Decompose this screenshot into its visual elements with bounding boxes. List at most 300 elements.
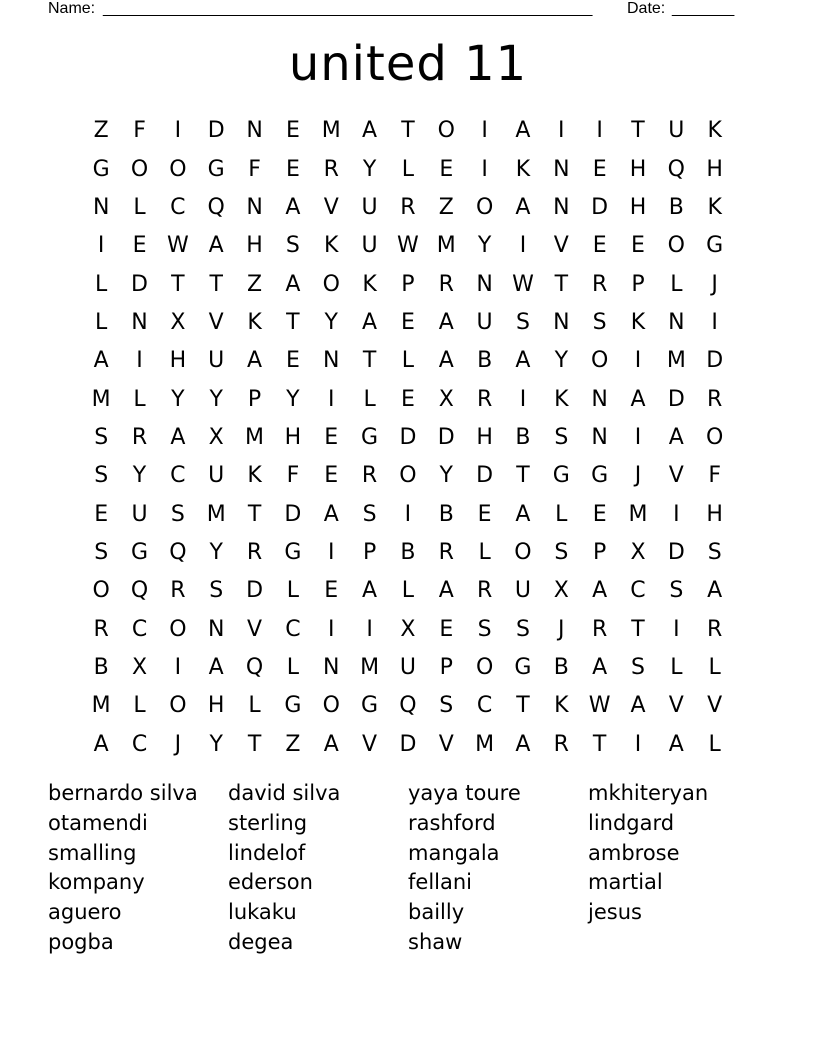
grid-letter: R xyxy=(323,156,339,182)
grid-letter: R xyxy=(476,386,493,412)
grid-letter: N xyxy=(668,309,685,335)
grid-letter: X xyxy=(630,539,646,565)
word-bank-item: jesus xyxy=(588,900,642,925)
grid-letter: H xyxy=(706,156,723,182)
grid-letter: I xyxy=(97,233,105,259)
grid-letter: T xyxy=(247,501,262,527)
grid-letter: S xyxy=(94,424,109,450)
grid-letter: L xyxy=(708,654,721,680)
grid-letter: Y xyxy=(324,309,338,335)
grid-letter: O xyxy=(706,424,724,450)
grid-letter: M xyxy=(206,501,226,527)
grid-letter: S xyxy=(669,578,684,604)
grid-letter: O xyxy=(399,463,417,489)
grid-letter: K xyxy=(707,194,722,220)
grid-letter: H xyxy=(207,693,225,719)
grid-letter: G xyxy=(514,654,532,680)
grid-letter: S xyxy=(209,578,224,604)
grid-letter: E xyxy=(439,616,454,642)
grid-letter: O xyxy=(437,118,455,144)
grid-letter: J xyxy=(558,616,565,642)
grid-letter: V xyxy=(208,309,224,335)
grid-letter: F xyxy=(248,156,261,182)
word-bank-item: mangala xyxy=(408,840,500,865)
grid-letter: C xyxy=(630,578,646,604)
grid-letter: E xyxy=(592,156,607,182)
grid-letter: D xyxy=(399,731,417,757)
grid-letter: N xyxy=(553,156,570,182)
grid-letter: T xyxy=(401,118,415,144)
grid-letter: A xyxy=(515,348,531,374)
grid-letter: D xyxy=(706,348,724,374)
grid-letter: I xyxy=(634,731,642,757)
grid-letter: A xyxy=(208,233,224,259)
grid-letter: J xyxy=(634,463,642,489)
grid-letter: E xyxy=(439,156,454,182)
grid-letter: I xyxy=(558,118,565,144)
grid-letter: L xyxy=(133,693,146,719)
word-bank-item: aguero xyxy=(48,900,122,925)
grid-letter: U xyxy=(514,578,531,604)
grid-letter: M xyxy=(91,693,111,719)
grid-letter: L xyxy=(133,194,146,220)
word-bank-item: ambrose xyxy=(588,840,680,865)
grid-letter: L xyxy=(401,348,415,374)
grid-letter: G xyxy=(130,539,149,565)
grid-letter: A xyxy=(630,693,646,719)
grid-letter: N xyxy=(553,309,570,335)
grid-letter: X xyxy=(208,424,224,450)
grid-letter: U xyxy=(361,194,378,220)
word-bank-item: lukaku xyxy=(228,900,297,925)
grid-letter: R xyxy=(131,424,148,450)
grid-letter: A xyxy=(438,348,454,374)
grid-letter: D xyxy=(591,194,609,220)
grid-letter: U xyxy=(208,463,225,489)
grid-letter: H xyxy=(476,424,493,450)
grid-letter: M xyxy=(245,424,265,450)
grid-letter: Y xyxy=(477,233,492,259)
grid-letter: N xyxy=(323,348,340,374)
grid-letter: R xyxy=(438,271,454,297)
grid-letter: M xyxy=(666,348,686,374)
grid-letter: B xyxy=(93,654,109,680)
grid-letter: A xyxy=(438,578,454,604)
grid-letter: U xyxy=(399,654,416,680)
grid-letter: L xyxy=(670,654,683,680)
grid-letter: T xyxy=(631,616,645,642)
grid-letter: G xyxy=(361,424,379,450)
grid-letter: X xyxy=(400,616,416,642)
grid-letter: F xyxy=(286,463,300,489)
grid-letter: X xyxy=(553,578,569,604)
word-bank-item: fellani xyxy=(408,870,472,895)
grid-letter: Z xyxy=(247,271,263,297)
grid-letter: N xyxy=(591,424,608,450)
grid-letter: B xyxy=(477,348,493,374)
grid-letter: Y xyxy=(286,386,300,412)
grid-letter: K xyxy=(247,463,262,489)
grid-letter: D xyxy=(437,424,455,450)
grid-letter: L xyxy=(95,309,108,335)
grid-letter: Y xyxy=(209,539,223,565)
grid-letter: M xyxy=(91,386,111,412)
grid-letter: N xyxy=(476,271,493,297)
grid-letter: R xyxy=(707,616,723,642)
grid-letter: J xyxy=(174,731,182,757)
grid-letter: L xyxy=(401,578,415,604)
grid-letter: M xyxy=(360,654,380,680)
word-bank-item: yaya toure xyxy=(408,781,521,805)
grid-letter: W xyxy=(166,233,189,259)
grid-letter: V xyxy=(668,463,684,489)
grid-letter: K xyxy=(630,309,646,335)
name-blank-line: _______________________________________________________ xyxy=(103,0,593,17)
grid-letter: G xyxy=(591,463,609,489)
grid-letter: N xyxy=(246,194,263,220)
word-bank-item: shaw xyxy=(408,929,463,954)
grid-letter: G xyxy=(92,156,110,182)
grid-letter: K xyxy=(362,271,377,297)
grid-letter: R xyxy=(246,539,263,565)
grid-letter: O xyxy=(667,233,685,259)
grid-letter: S xyxy=(515,616,530,642)
grid-letter: A xyxy=(285,271,301,297)
date-blank-line: _______ xyxy=(672,0,735,17)
grid-letter: L xyxy=(555,501,568,527)
grid-letter: E xyxy=(592,233,607,259)
grid-letter: Q xyxy=(169,539,187,565)
grid-letter: S xyxy=(707,539,722,565)
grid-letter: R xyxy=(361,463,378,489)
grid-letter: G xyxy=(552,463,570,489)
grid-letter: A xyxy=(707,578,723,604)
grid-letter: Y xyxy=(554,348,569,374)
grid-letter: I xyxy=(634,424,642,450)
grid-letter: I xyxy=(481,156,488,182)
grid-letter: D xyxy=(667,539,685,565)
grid-letter: B xyxy=(553,654,569,680)
grid-letter: I xyxy=(481,118,488,144)
grid-letter: U xyxy=(208,348,225,374)
grid-letter: I xyxy=(327,616,335,642)
grid-letter: G xyxy=(361,693,379,719)
grid-letter: D xyxy=(476,463,494,489)
grid-letter: S xyxy=(515,309,530,335)
grid-letter: A xyxy=(323,501,339,527)
grid-letter: S xyxy=(94,539,109,565)
grid-letter: M xyxy=(628,501,648,527)
grid-letter: O xyxy=(322,271,340,297)
grid-letter: S xyxy=(631,654,645,680)
grid-letter: S xyxy=(439,693,454,719)
grid-letter: F xyxy=(708,463,721,489)
grid-letter: D xyxy=(399,424,417,450)
grid-letter: R xyxy=(707,386,723,412)
grid-letter: H xyxy=(629,156,647,182)
grid-letter: P xyxy=(362,539,377,565)
grid-letter: A xyxy=(668,424,684,450)
grid-letter: E xyxy=(400,386,415,412)
grid-letter: G xyxy=(284,693,302,719)
grid-letter: Q xyxy=(245,654,264,680)
grid-letter: E xyxy=(631,233,645,259)
grid-letter: A xyxy=(592,578,608,604)
grid-letter: W xyxy=(397,233,419,259)
grid-letter: U xyxy=(668,118,685,144)
grid-letter: M xyxy=(475,731,495,757)
grid-letter: S xyxy=(592,309,607,335)
grid-letter: A xyxy=(515,501,531,527)
word-bank-item: lindgard xyxy=(588,810,675,835)
grid-letter: B xyxy=(400,539,416,565)
grid-letter: R xyxy=(438,539,454,565)
grid-letter: N xyxy=(207,616,225,642)
grid-letter: A xyxy=(515,194,531,220)
grid-letter: S xyxy=(170,501,185,527)
grid-letter: D xyxy=(284,501,302,527)
grid-letter: A xyxy=(170,424,186,450)
grid-letter: G xyxy=(284,539,302,565)
grid-letter: V xyxy=(707,693,723,719)
grid-letter: R xyxy=(400,194,416,220)
grid-letter: S xyxy=(554,539,569,565)
grid-letter: E xyxy=(324,578,339,604)
grid-letter: F xyxy=(133,118,146,144)
grid-letter: S xyxy=(285,233,300,259)
grid-letter: T xyxy=(592,731,607,757)
grid-letter: X xyxy=(438,386,454,412)
grid-letter: L xyxy=(478,539,491,565)
grid-letter: L xyxy=(248,693,261,719)
grid-letter: I xyxy=(174,118,182,144)
grid-letter: I xyxy=(404,501,412,527)
grid-letter: K xyxy=(554,386,569,412)
grid-letter: W xyxy=(588,693,611,719)
grid-letter: K xyxy=(707,118,722,144)
grid-letter: E xyxy=(285,118,300,144)
grid-letter: A xyxy=(362,118,378,144)
grid-letter: O xyxy=(169,616,187,642)
grid-letter: I xyxy=(136,348,143,374)
word-bank-item: degea xyxy=(228,929,294,954)
grid-letter: O xyxy=(130,156,149,182)
grid-letter: P xyxy=(439,654,453,680)
grid-letter: N xyxy=(553,194,570,220)
grid-letter: E xyxy=(324,463,339,489)
grid-letter: E xyxy=(94,501,109,527)
grid-letter: E xyxy=(132,233,147,259)
grid-letter: L xyxy=(363,386,376,412)
grid-letter: R xyxy=(93,616,109,642)
grid-letter: E xyxy=(285,156,300,182)
grid-letter: B xyxy=(438,501,454,527)
grid-letter: R xyxy=(591,616,608,642)
grid-letter: I xyxy=(174,654,182,680)
grid-letter: E xyxy=(324,424,339,450)
grid-letter: A xyxy=(93,731,109,757)
grid-letter: A xyxy=(362,309,378,335)
grid-letter: U xyxy=(131,501,148,527)
grid-letter: C xyxy=(476,693,493,719)
grid-letter: V xyxy=(247,616,263,642)
grid-letter: Q xyxy=(207,194,225,220)
grid-letter: D xyxy=(667,386,685,412)
word-bank-item: bernardo silva xyxy=(48,781,198,805)
grid-letter: P xyxy=(631,271,645,297)
grid-letter: R xyxy=(476,578,493,604)
grid-letter: A xyxy=(323,731,339,757)
grid-letter: I xyxy=(673,616,680,642)
grid-letter: C xyxy=(131,731,148,757)
grid-letter: K xyxy=(247,309,262,335)
grid-letter: C xyxy=(285,616,301,642)
word-bank-item: otamendi xyxy=(48,810,148,835)
grid-letter: A xyxy=(515,118,531,144)
grid-letter: V xyxy=(553,233,569,259)
grid-letter: A xyxy=(247,348,263,374)
grid-letter: I xyxy=(327,386,335,412)
grid-letter: N xyxy=(246,118,263,144)
grid-letter: O xyxy=(92,578,110,604)
grid-letter: U xyxy=(476,309,493,335)
grid-letter: S xyxy=(94,463,109,489)
grid-letter: O xyxy=(169,693,187,719)
grid-letter: H xyxy=(169,348,187,374)
grid-letter: P xyxy=(593,539,607,565)
grid-letter: K xyxy=(515,156,531,182)
word-bank-item: rashford xyxy=(408,810,496,835)
grid-letter: T xyxy=(362,348,377,374)
grid-letter: A xyxy=(93,348,109,374)
grid-letter: D xyxy=(131,271,148,297)
grid-letter: N xyxy=(591,386,608,412)
word-bank-item: martial xyxy=(588,870,663,895)
grid-letter: C xyxy=(170,194,186,220)
grid-letter: H xyxy=(284,424,302,450)
grid-letter: R xyxy=(591,271,608,297)
grid-letter: T xyxy=(631,118,645,144)
word-bank-item: david silva xyxy=(228,781,341,805)
grid-letter: I xyxy=(711,309,718,335)
word-bank-item: lindelof xyxy=(228,840,306,865)
grid-letter: I xyxy=(673,501,680,527)
letter-grid xyxy=(82,112,734,764)
grid-letter: A xyxy=(438,309,454,335)
grid-letter: T xyxy=(209,271,223,297)
grid-letter: X xyxy=(170,309,186,335)
grid-letter: L xyxy=(133,386,146,412)
grid-letter: Y xyxy=(439,463,453,489)
grid-letter: D xyxy=(246,578,264,604)
worksheet-header xyxy=(48,0,748,20)
grid-letter: V xyxy=(362,731,378,757)
date-label: Date: xyxy=(627,0,666,17)
grid-letter: L xyxy=(286,654,300,680)
grid-letter: J xyxy=(711,271,718,297)
grid-letter: K xyxy=(324,233,339,259)
grid-letter: O xyxy=(169,156,187,182)
grid-letter: Z xyxy=(285,731,301,757)
grid-letter: P xyxy=(401,271,415,297)
grid-letter: O xyxy=(475,654,494,680)
grid-letter: I xyxy=(519,386,527,412)
grid-letter: R xyxy=(170,578,186,604)
grid-letter: P xyxy=(247,386,262,412)
grid-letter: V xyxy=(668,693,684,719)
grid-letter: M xyxy=(321,118,341,144)
grid-letter: B xyxy=(515,424,531,450)
grid-letter: L xyxy=(708,731,721,757)
grid-letter: R xyxy=(553,731,569,757)
grid-letter: H xyxy=(706,501,723,527)
grid-letter: T xyxy=(247,731,262,757)
word-bank-item: pogba xyxy=(48,929,114,954)
word-bank-item: kompany xyxy=(48,870,145,895)
grid-letter: I xyxy=(366,616,373,642)
grid-letter: N xyxy=(323,654,340,680)
grid-letter: I xyxy=(596,118,603,144)
grid-letter: O xyxy=(514,539,532,565)
grid-letter: Y xyxy=(362,156,377,182)
grid-letter: C xyxy=(170,463,186,489)
grid-letter: N xyxy=(131,309,148,335)
grid-letter: X xyxy=(131,654,148,680)
grid-letter: S xyxy=(362,501,377,527)
grid-letter: U xyxy=(361,233,378,259)
grid-letter: Y xyxy=(171,386,185,412)
word-bank-item: ederson xyxy=(228,870,313,895)
word-bank-item: mkhiteryan xyxy=(588,781,709,805)
grid-letter: L xyxy=(401,156,415,182)
grid-letter: L xyxy=(286,578,300,604)
grid-letter: A xyxy=(208,654,224,680)
grid-letter: T xyxy=(171,271,185,297)
word-bank-item: sterling xyxy=(228,810,308,835)
grid-letter: O xyxy=(475,194,494,220)
grid-letter: L xyxy=(670,271,683,297)
grid-letter: S xyxy=(554,424,569,450)
grid-letter: D xyxy=(207,118,225,144)
grid-letter: A xyxy=(285,194,301,220)
grid-letter: Y xyxy=(132,463,147,489)
grid-letter: A xyxy=(362,578,378,604)
grid-letter: A xyxy=(592,654,608,680)
grid-letter: N xyxy=(92,194,110,220)
grid-letter: V xyxy=(323,194,339,220)
grid-letter: M xyxy=(436,233,456,259)
grid-letter: T xyxy=(286,309,300,335)
grid-letter: I xyxy=(634,348,642,374)
grid-letter: G xyxy=(207,156,225,182)
grid-letter: I xyxy=(519,233,527,259)
grid-letter: A xyxy=(630,386,646,412)
grid-letter: C xyxy=(131,616,148,642)
word-bank-item: bailly xyxy=(408,900,465,925)
grid-letter: I xyxy=(327,539,335,565)
grid-letter: B xyxy=(668,194,684,220)
word-bank-item: smalling xyxy=(48,840,137,865)
grid-letter: Z xyxy=(93,118,109,144)
grid-letter: V xyxy=(438,731,454,757)
grid-letter: E xyxy=(400,309,415,335)
grid-letter: W xyxy=(512,271,534,297)
grid-letter: Q xyxy=(130,578,149,604)
grid-letter: A xyxy=(668,731,684,757)
grid-letter: T xyxy=(516,693,530,719)
grid-letter: E xyxy=(592,501,607,527)
grid-letter: A xyxy=(515,731,531,757)
